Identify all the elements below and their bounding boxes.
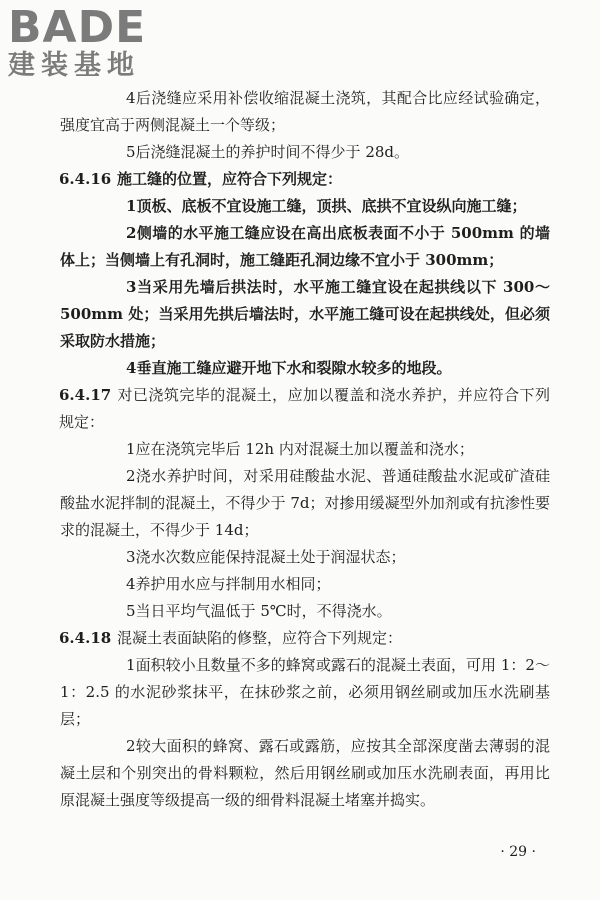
- logo: [8, 2, 178, 81]
- item-number: 5: [126, 143, 136, 161]
- item-number: 1: [126, 197, 137, 215]
- item-number: 4: [126, 359, 137, 377]
- list-item: [60, 139, 550, 166]
- section-clause: [59, 382, 550, 436]
- paragraph-text: 后浇缝应采用补偿收缩混凝土浇筑，其配合比应经试验确定，强度宜高于两侧混凝土一个等级；: [60, 89, 550, 134]
- paragraph-text: 较大面积的蜂窝、露石或露筋，应按其全部深度凿去薄弱的混凝土层和个别突出的骨料颗粒，然后用钢丝刷或加压水洗刷表面，再用比原混凝土强度等级提高一级的细骨料混凝土堵塞并捣实。: [60, 737, 550, 809]
- list-item: [60, 652, 550, 733]
- list-item: [60, 571, 550, 598]
- page-number: · 29 ·: [500, 844, 536, 860]
- item-number: 4: [126, 575, 136, 593]
- document-body: [60, 85, 550, 814]
- logo-subtitle: 建装基地: [8, 50, 140, 81]
- item-number: 4: [126, 89, 136, 107]
- paragraph-text: 对已浇筑完毕的混凝土，应加以覆盖和浇水养护，并应符合下列规定：: [59, 386, 550, 431]
- paragraph-text: 侧墙的水平施工缝应设在高出底板表面不小于 500mm 的墙体上；当侧墙上有孔洞时，施工缝距孔洞边缘不宜小于 300mm；: [60, 224, 550, 269]
- paragraph-text: 当日平均气温低于 5℃时，不得浇水。: [135, 602, 392, 620]
- paragraph-text: 垂直施工缝应避开地下水和裂隙水较多的地段。: [136, 359, 452, 377]
- paragraph-text: 顶板、底板不宜设施工缝，顶拱、底拱不宜设纵向施工缝；: [136, 197, 527, 215]
- item-number: 2: [126, 224, 137, 242]
- item-number: 1: [126, 656, 136, 674]
- list-item: [60, 544, 550, 571]
- item-number: 3: [126, 548, 136, 566]
- list-item: [60, 85, 550, 139]
- paragraph-text: 应在浇筑完毕后 12h 内对混凝土加以覆盖和浇水；: [135, 440, 474, 458]
- item-number: 5: [126, 602, 136, 620]
- paragraph-text: 当采用先墙后拱法时，水平施工缝宜设在起拱线以下 300～500mm 处；当采用先拱后墙法时，水平施工缝可设在起拱线处，但必须采取防水措施；: [60, 278, 550, 350]
- section-clause: [59, 625, 550, 652]
- list-item: [60, 598, 550, 625]
- list-item: [60, 220, 550, 274]
- section-clause: [59, 166, 550, 193]
- item-number: 3: [126, 278, 137, 296]
- list-item: [60, 355, 550, 382]
- list-item: [60, 274, 550, 355]
- clause-number: 6.4.17: [59, 386, 112, 404]
- paragraph-text: 养护用水应与拌制用水相同；: [135, 575, 331, 593]
- list-item: [60, 436, 550, 463]
- paragraph-text: 混凝土表面缺陷的修整，应符合下列规定：: [117, 629, 403, 647]
- paragraph-text: 浇水养护时间，对采用硅酸盐水泥、普通硅酸盐水泥或矿渣硅酸盐水泥拌制的混凝土，不得少于 7d；对掺用缓凝型外加剂或有抗渗性要求的混凝土，不得少于 14d；: [60, 467, 550, 539]
- logo-wordmark: BADE: [8, 2, 147, 53]
- paragraph-text: 后浇缝混凝土的养护时间不得少于 28d。: [135, 143, 410, 161]
- item-number: 2: [126, 737, 136, 755]
- list-item: [60, 193, 550, 220]
- paragraph-text: 浇水次数应能保持混凝土处于润湿状态；: [135, 548, 406, 566]
- clause-number: 6.4.16: [59, 170, 112, 188]
- list-item: [60, 733, 550, 814]
- paragraph-text: 面积较小且数量不多的蜂窝或露石的混凝土表面，可用 1：2～1：2.5 的水泥砂浆抹平，在抹砂浆之前，必须用钢丝刷或加压水洗刷基层；: [60, 656, 550, 728]
- list-item: [60, 463, 550, 544]
- clause-number: 6.4.18: [59, 629, 112, 647]
- item-number: 2: [126, 467, 136, 485]
- paragraph-text: 施工缝的位置，应符合下列规定：: [117, 170, 343, 188]
- item-number: 1: [126, 440, 136, 458]
